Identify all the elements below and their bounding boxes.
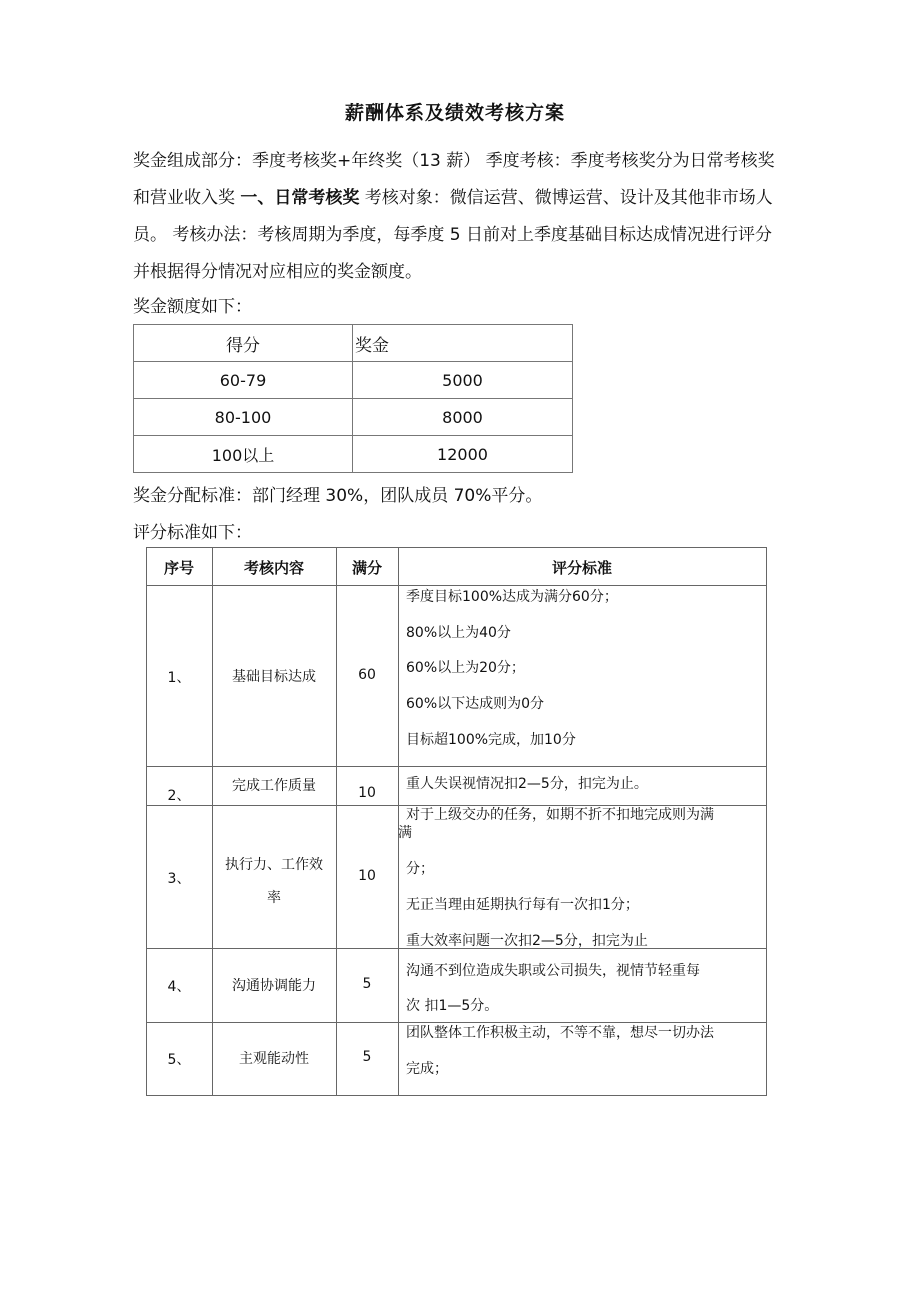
table-border <box>146 547 147 1096</box>
table-border <box>146 1095 767 1096</box>
bonus-table <box>133 324 573 473</box>
row-criteria: 目标超100%完成，加10分 <box>406 732 576 748</box>
bonus-amount-cell: 8000 <box>353 399 573 436</box>
row-number: 4、 <box>167 979 191 995</box>
row-criteria: 沟通不到位造成失职或公司损失，视情节轻重每 <box>406 963 700 979</box>
header-item: 考核内容 <box>243 559 304 577</box>
bonus-score-cell: 100以上 <box>134 436 353 473</box>
row-number: 2、 <box>167 788 191 804</box>
row-criteria: 团队整体工作积极主动，不等不靠，想尽一切办法 <box>406 1025 714 1041</box>
intro-bold-heading: 一、日常考核奖 <box>240 188 360 208</box>
row-item: 沟通协调能力 <box>232 978 316 994</box>
table-row <box>134 362 573 399</box>
row-criteria: 80%以上为40分 <box>406 625 511 641</box>
row-criteria: 季度目标100%达成为满分60分； <box>406 589 618 605</box>
bonus-header-score: 得分 <box>134 325 353 362</box>
table-border <box>146 585 767 586</box>
row-criteria: 无正当理由延期执行每有一次扣1分； <box>406 897 639 913</box>
row-criteria: 60%以上为20分； <box>406 660 525 676</box>
scoring-table <box>146 547 767 1096</box>
table-border <box>766 547 767 1096</box>
table-border <box>336 547 337 1096</box>
row-full-score: 60 <box>358 667 376 683</box>
bonus-header-amount: 奖金 <box>353 325 573 362</box>
table-border <box>146 766 767 767</box>
row-criteria-block <box>398 1023 760 1095</box>
row-number: 5、 <box>167 1052 191 1068</box>
row-criteria: 60%以下达成则为0分 <box>406 696 545 712</box>
bonus-amount-cell: 12000 <box>353 436 573 473</box>
table-row <box>134 399 573 436</box>
intro-paragraph <box>133 143 783 291</box>
row-number: 1、 <box>167 670 191 686</box>
row-criteria: 重人失误视情况扣2—5分，扣完为止。 <box>406 776 648 792</box>
row-criteria: 对于上级交办的任务，如期不折不扣地完成则为满 <box>406 807 714 823</box>
table-row <box>134 436 573 473</box>
row-full-score: 5 <box>362 976 372 992</box>
bonus-intro: 奖金额度如下： <box>133 297 252 317</box>
row-criteria: 重大效率问题一次扣2—5分，扣完为止 <box>406 933 648 948</box>
row-item: 完成工作质量 <box>232 778 316 794</box>
row-criteria: 完成； <box>406 1061 448 1077</box>
row-criteria: 次 扣1—5分。 <box>406 998 499 1014</box>
scoring-intro: 评分标准如下： <box>133 523 252 543</box>
row-full-score: 10 <box>358 785 376 801</box>
row-item: 基础目标达成 <box>232 669 316 685</box>
row-full-score: 5 <box>362 1049 372 1065</box>
table-border <box>146 948 767 949</box>
header-no: 序号 <box>163 559 194 577</box>
allocation-standard: 奖金分配标准：部门经理 30%，团队成员 70%平分。 <box>133 486 543 506</box>
row-full-score: 10 <box>358 868 376 884</box>
header-criteria: 评分标准 <box>551 559 612 577</box>
row-number: 3、 <box>167 871 191 887</box>
row-item-line: 执行力、工作效 <box>225 857 323 873</box>
table-border <box>212 547 213 1096</box>
row-criteria-block <box>398 805 760 948</box>
bonus-score-cell: 60-79 <box>134 362 353 399</box>
bonus-amount-cell: 5000 <box>353 362 573 399</box>
row-item <box>212 849 336 915</box>
bonus-header-row <box>134 325 573 362</box>
row-item-line: 率 <box>267 890 281 906</box>
row-criteria: 满 <box>398 825 412 841</box>
header-full: 满分 <box>351 559 382 577</box>
bonus-score-cell: 80-100 <box>134 399 353 436</box>
intro-text-1: 奖金组成部分：季度考核奖+年终奖（13 薪） 季度考核：季度考核奖分为日常考核奖和营业收入奖 <box>133 151 775 208</box>
row-item: 主观能动性 <box>239 1051 309 1067</box>
table-border <box>146 547 767 548</box>
document-title: 薪酬体系及绩效考核方案 <box>344 102 565 124</box>
row-criteria: 分； <box>406 861 434 877</box>
intro-text-2: 考核对象：微信运营、微博运营、设计及其他非市场人员。 考核办法：考核周期为季度，每季度 5 日前对上季度基础目标达成情况进行评分 并根据得分情况对应相应的奖金额度。 <box>133 188 773 282</box>
